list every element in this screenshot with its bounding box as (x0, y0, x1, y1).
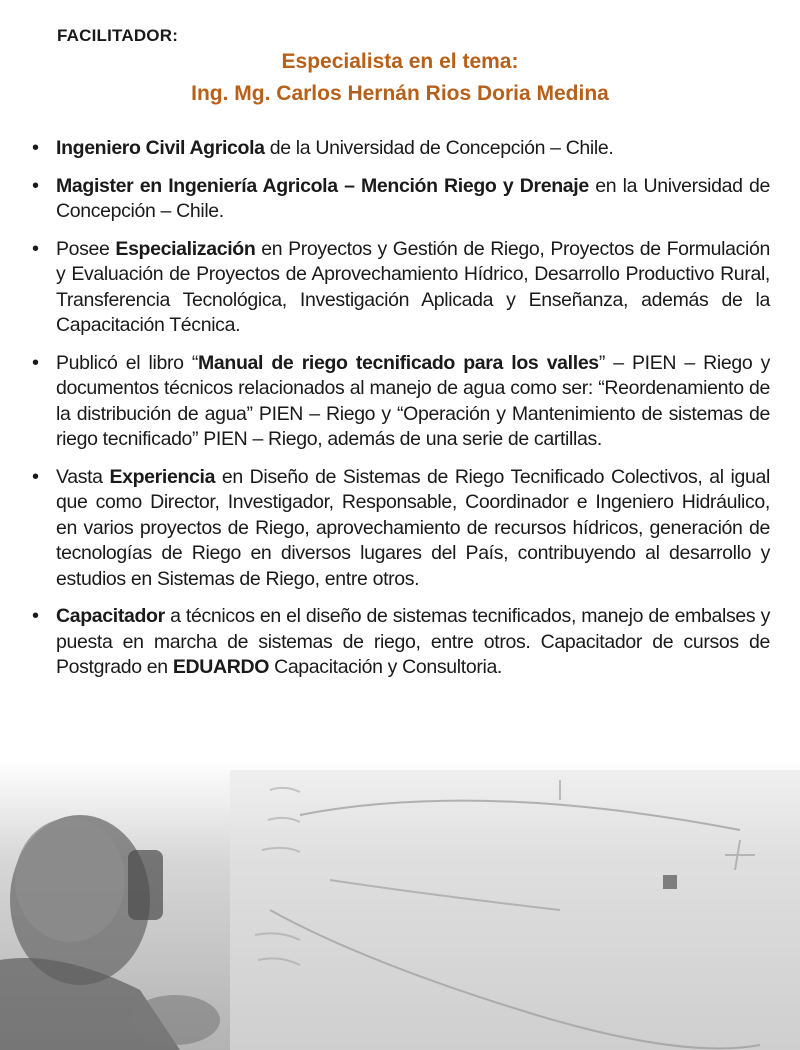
credential-text: a técnicos en el diseño de sistemas tecnificados, manejo de embalses y puesta en marcha de sistemas de riego, entre otros. Capacitador de cursos de Postgrado en (56, 605, 770, 678)
credential-emphasis: Ingeniero Civil Agricola (56, 137, 265, 159)
credential-item (30, 237, 770, 339)
credential-text: Vasta (56, 465, 110, 488)
credential-text: de la Universidad de Concepción – Chile. (264, 137, 614, 159)
credential-emphasis: EDUARDO (172, 656, 270, 678)
credential-text: Capacitación y Consultoria. (269, 656, 503, 678)
specialist-title: Especialista en el tema: (281, 50, 519, 73)
credential-text: Posee (56, 237, 116, 260)
credential-emphasis: Especialización (115, 237, 256, 260)
credential-text: en Diseño de Sistemas de Riego Tecnificado Colectivos, al igual que como Director, Investigador, Responsable, Coordinador e Ingeniero Hidráulico, en varios proyectos de Riego, aprovechamiento de recursos hídricos, generación de tecnologías de Riego en diversos lugares del País, contribuyendo al desarrollo y estudios en Sistemas de Riego, entre otros. (56, 465, 770, 590)
credential-emphasis: Capacitador (56, 605, 165, 627)
specialist-name: Ing. Mg. Carlos Hernán Rios Doria Medina (191, 82, 609, 105)
credentials-list (30, 136, 770, 693)
credential-text: en la Universidad de Concepción – Chile. (56, 174, 770, 222)
credential-text: Publicó el libro “ (56, 351, 199, 374)
credential-item (30, 604, 770, 681)
credential-item (30, 174, 770, 225)
credential-text: ” – PIEN – Riego y documentos técnicos relacionados al manejo de agua como ser: “Reordenamiento de la distribución de agua” PIEN – Riego y “Operación y Mantenimiento de sistemas de riego tecnificado” PIEN – Riego, además de una serie de cartillas. (56, 351, 770, 450)
credential-emphasis: Magister en Ingeniería Agricola – Mención Riego y Drenaje (56, 174, 589, 197)
credential-text: en Proyectos y Gestión de Riego, Proyectos de Formulación y Evaluación de Proyectos de Aprovechamiento Hídrico, Desarrollo Productivo Rural, Transferencia Tecnológica, Investigación Aplicada y Enseñanza, además de la Capacitación Técnica. (56, 237, 771, 336)
credential-emphasis: Experiencia (109, 465, 216, 488)
background-photo-illustration (0, 760, 800, 1050)
credential-emphasis: Manual de riego tecnificado para los valles (198, 351, 599, 374)
facilitator-label: FACILITADOR: (57, 26, 179, 45)
credential-item (30, 465, 770, 593)
credential-item (30, 136, 770, 162)
credential-item (30, 351, 770, 453)
